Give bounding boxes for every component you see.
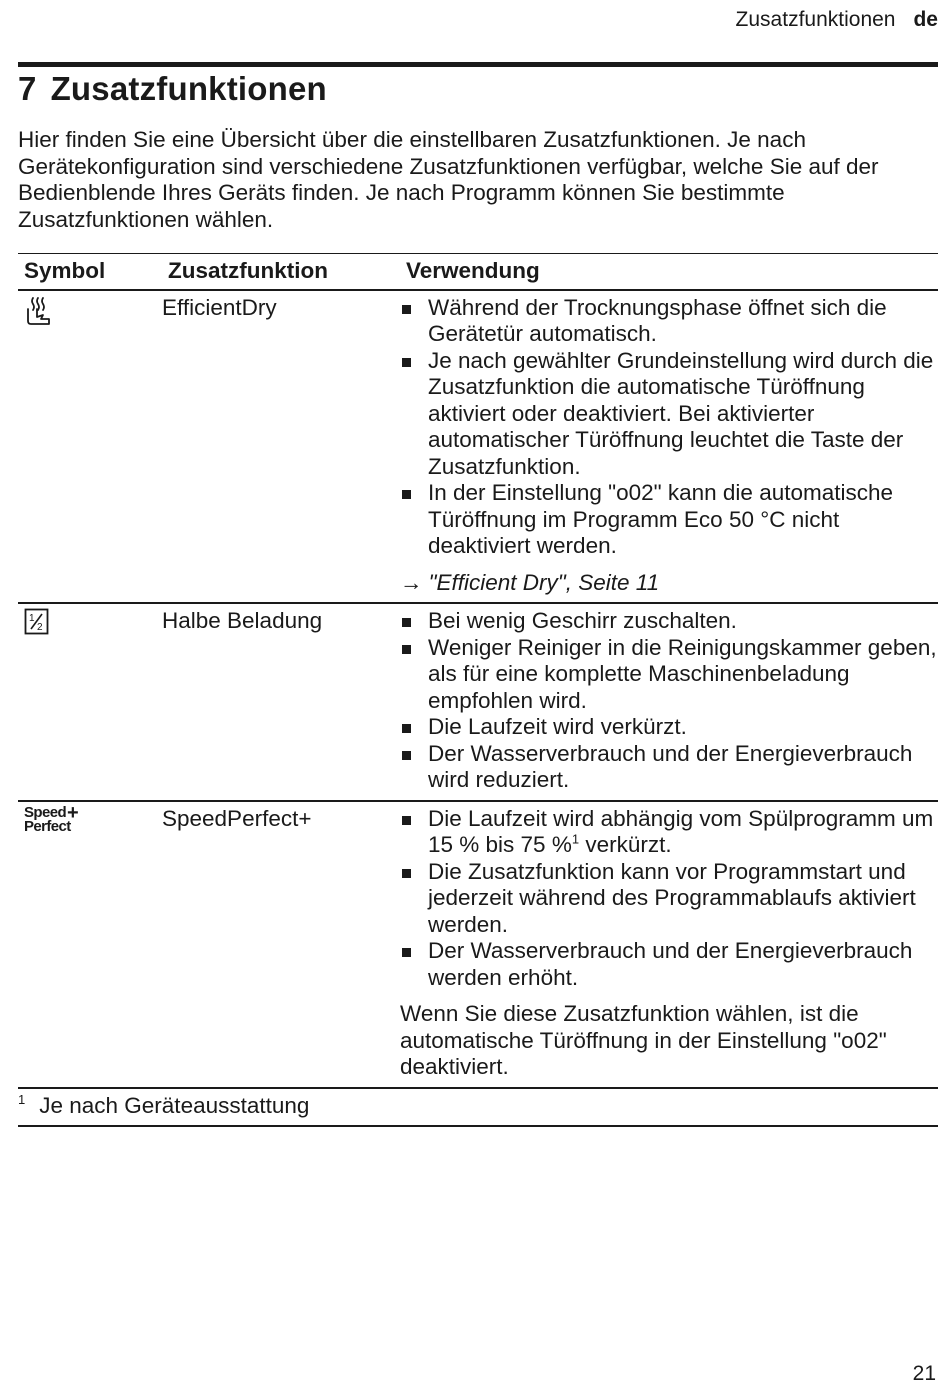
intro-paragraph: Hier finden Sie eine Übersicht über die einstellbaren Zusatzfunktionen. Je nach Gerätekonfiguration sind verschiedene Zusatzfunktionen verfügbar, welche Sie auf der Bedienblende Ihres Geräts finden. Je nach Programm können Sie bestimmte Zusatzfunktionen wählen. [18,127,879,232]
speed-perfect-icon-line1: Speed [24,803,67,821]
symbol-cell [18,801,162,1088]
header-rule [18,62,938,67]
speed-perfect-icon [24,801,79,835]
footnote-marker: 1 [571,831,580,847]
chapter-title [18,70,327,108]
page-number: 21 [912,1362,936,1385]
footnote-row [18,1088,938,1127]
efficient-dry-icon [24,295,54,327]
usage-list [400,295,938,560]
usage-cell [400,290,938,604]
speed-perfect-icon-plus: + [67,801,79,824]
list-item: Bei wenig Geschirr zuschalten. [400,608,938,635]
footnote-text: Je nach Geräteausstattung [39,1092,310,1118]
svg-text:1: 1 [29,613,35,624]
cross-reference[interactable] [400,570,938,597]
list-item: Weniger Reiniger in die Reinigungskammer geben, als für eine komplette Maschinenbeladung empfohlen wird. [400,635,938,715]
chapter-number: 7 [18,70,37,107]
running-header-section: Zusatzfunktionen [735,8,896,31]
running-header [736,8,938,32]
list-item: Während der Trocknungsphase öffnet sich die Gerätetür automatisch. [400,295,938,348]
list-item: Die Zusatzfunktion kann vor Programmstart und jederzeit während des Programmablaufs aktiviert werden. [400,859,938,939]
header-function: Zusatzfunktion [162,254,400,290]
svg-text:2: 2 [37,622,43,633]
symbol-cell [18,290,162,604]
header-usage: Verwendung [400,254,938,290]
function-name: Halbe Beladung [162,603,400,801]
speed-perfect-icon-line2: Perfect [24,817,71,835]
chapter-title-text: Zusatzfunktionen [50,70,327,107]
usage-list [400,608,938,794]
list-item-text: Die Laufzeit wird abhängig vom Spülprogramm um 15 % bis 75 % [428,805,934,857]
list-item: Der Wasserverbrauch und der Energieverbrauch wird reduziert. [400,741,938,794]
list-item [400,806,938,859]
header-symbol: Symbol [18,254,162,290]
arrow-right-icon: → [400,569,423,595]
half-load-icon [24,608,50,636]
table-row [18,801,938,1088]
function-name: SpeedPerfect+ [162,801,400,1088]
usage-cell [400,603,938,801]
usage-list [400,806,938,992]
footnote-marker: 1 [18,1092,26,1107]
table-header-row [18,254,938,290]
list-item: Je nach gewählter Grundeinstellung wird durch die Zusatzfunktion die automatische Türöffnung aktiviert oder deaktiviert. Bei aktivierter automatischer Türöffnung leuchtet die Taste der Zusatzfunktion. [400,348,938,481]
usage-note: Wenn Sie diese Zusatzfunktion wählen, ist die automatische Türöffnung in der Einstellung "o02" deaktiviert. [400,1001,887,1079]
language-code: de [913,8,938,31]
function-name: EfficientDry [162,290,400,604]
features-table [18,253,938,1127]
list-item: Der Wasserverbrauch und der Energieverbrauch werden erhöht. [400,938,938,991]
symbol-cell [18,603,162,801]
list-item: In der Einstellung "o02" kann die automatische Türöffnung im Programm Eco 50 °C nicht deaktiviert werden. [400,480,938,560]
table-row [18,603,938,801]
table-row [18,290,938,604]
cross-reference-text[interactable]: "Efficient Dry", Seite 11 [428,569,660,595]
usage-cell [400,801,938,1088]
footnote [18,1088,938,1127]
list-item: Die Laufzeit wird verkürzt. [400,714,938,741]
list-item-text: verkürzt. [579,832,672,857]
